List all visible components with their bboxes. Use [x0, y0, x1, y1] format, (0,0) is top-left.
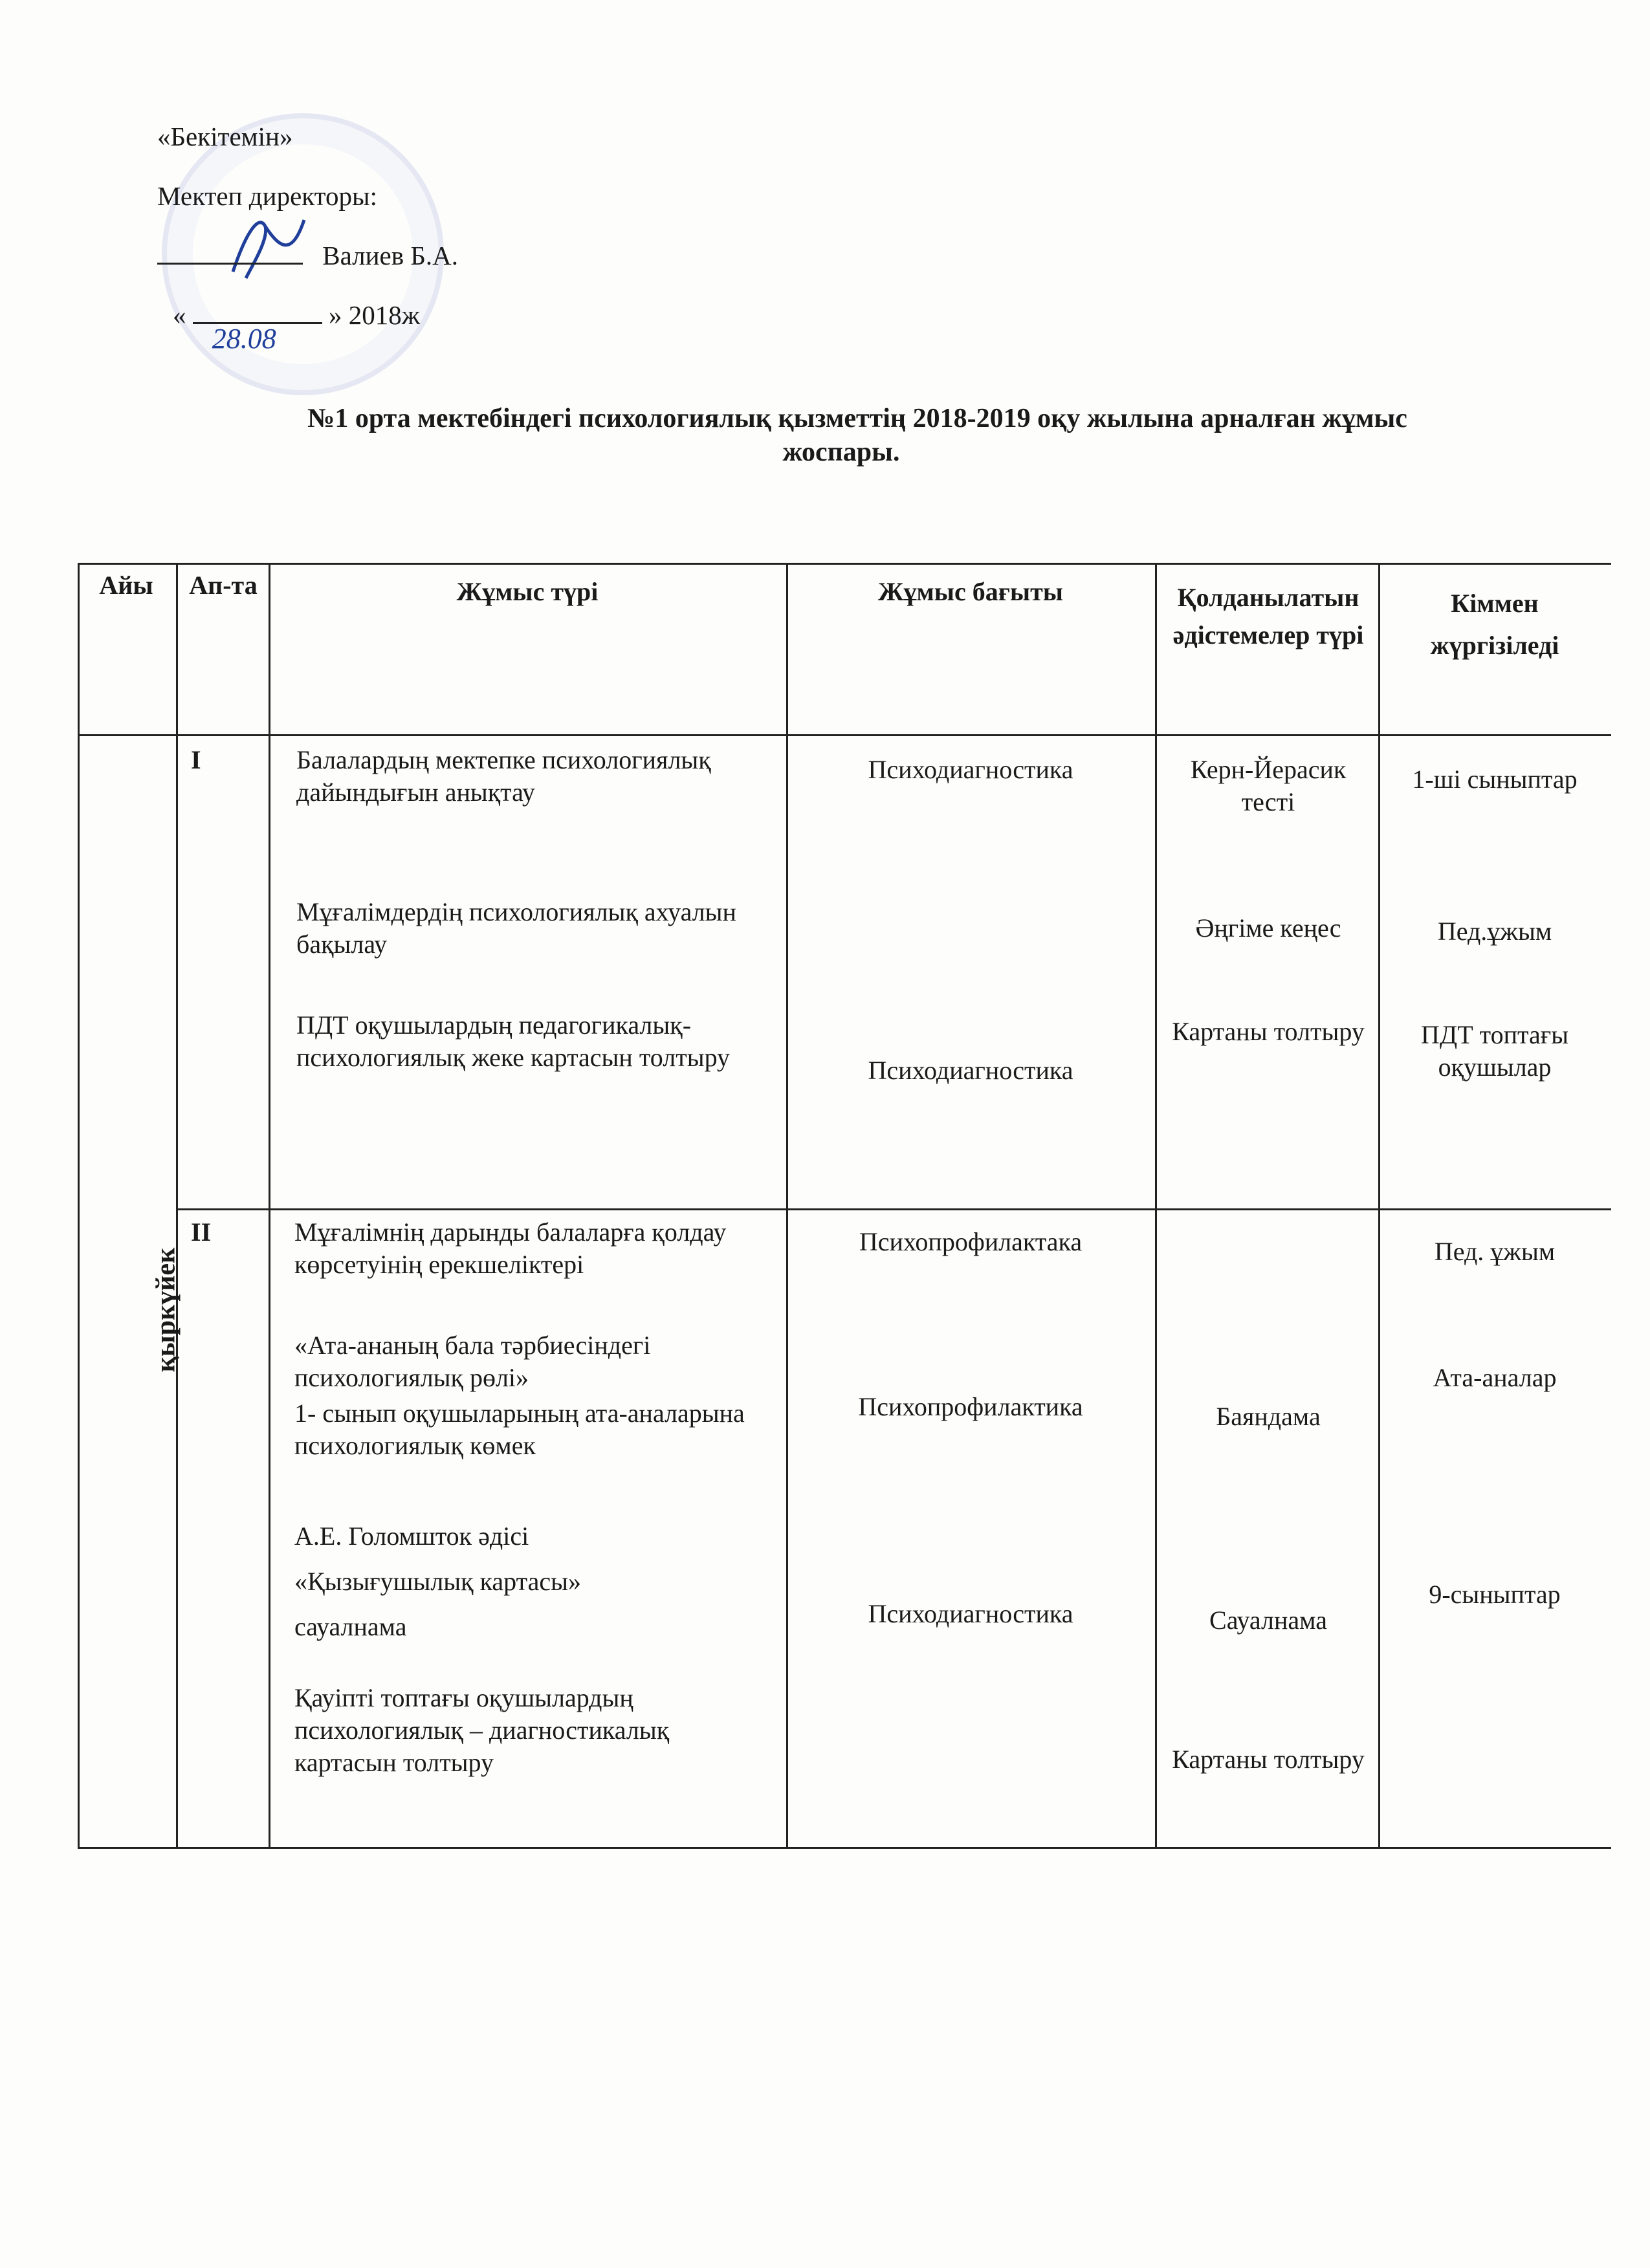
signature-blank: [157, 263, 303, 265]
direction-item: Психодиагностика: [868, 755, 1073, 784]
table-border: [78, 734, 1611, 736]
week-label: II: [191, 1217, 212, 1247]
table-border: [176, 563, 178, 1849]
with-whom-item: Ата-аналар: [1433, 1363, 1557, 1392]
director-name: Валиев Б.А.: [322, 241, 459, 270]
approval-date: [173, 285, 458, 354]
date-close-quote: » 2018ж: [329, 300, 421, 330]
work-item: А.Е. Голомшток әдісі: [294, 1521, 529, 1551]
work-item: Мұғалімнің дарынды балаларға қолдау көрсетуінің ерекшеліктері: [294, 1217, 727, 1279]
header-with-whom: Кіммен жүргізіледі: [1430, 589, 1559, 660]
direction-item: Психопрофилактака: [859, 1227, 1083, 1256]
method-item: Картаны толтыру: [1172, 1745, 1365, 1774]
with-whom-item: Пед. ұжым: [1434, 1237, 1556, 1266]
with-whom-item: 9-сыныптар: [1429, 1580, 1561, 1609]
approval-signature-line: [157, 226, 458, 285]
table-border: [1378, 563, 1380, 1849]
work-item: «Қызығушылық картасы»: [294, 1567, 581, 1596]
header-work-type: Жұмыс түрі: [456, 577, 599, 606]
work-item: «Ата-ананың бала тәрбиесіндегі психологиялық рөлі»: [294, 1331, 651, 1392]
header-week: Ап-та: [189, 571, 258, 600]
week-label: I: [191, 745, 201, 774]
document-title: №1 орта мектебіндегі психологиялық қызметтің 2018-2019 оқу жылына арналған жұмыс: [307, 404, 1407, 433]
method-item: Керн-Йерасик тесті: [1190, 755, 1347, 816]
method-item: Сауалнама: [1209, 1606, 1327, 1635]
header-month: Айы: [99, 571, 153, 600]
approval-heading: «Бекітемін»: [157, 122, 293, 151]
approval-block: [157, 107, 459, 354]
date-blank: [193, 322, 322, 354]
method-item: Баяндама: [1216, 1402, 1321, 1431]
work-item: Қауіпті топтағы оқушылардың психологиялық – диагностикалық картасын толтыру: [294, 1683, 670, 1777]
table-border: [1155, 563, 1157, 1849]
work-item: Балалардың мектепке психологиялық дайындығын анықтау: [296, 745, 711, 807]
direction-item: Психодиагностика: [868, 1599, 1073, 1628]
document-title-line2: жоспары.: [782, 437, 900, 467]
direction-item: Психопрофилактика: [858, 1392, 1083, 1421]
with-whom-item: ПДТ топтағы оқушылар: [1421, 1020, 1568, 1082]
table-border: [78, 563, 1611, 565]
with-whom-item: 1-ші сыныптар: [1412, 765, 1578, 794]
work-item: 1- сынып оқушыларының ата-аналарына психологиялық көмек: [294, 1399, 745, 1460]
month-label: қыркүйек: [151, 1247, 181, 1373]
header-direction: Жұмыс бағыты: [877, 577, 1064, 606]
header-methods: Қолданылатын әдістемелер түрі: [1172, 583, 1364, 649]
work-item: ПДТ оқушылардың педагогикалық-психологиялық жеке картасын толтыру: [296, 1010, 731, 1072]
work-item: Мұғалімдердің психологиялық ахуалын бақылау: [296, 897, 736, 959]
approval-position: Мектеп директоры:: [157, 181, 377, 211]
table-border: [176, 1208, 1611, 1210]
table-border: [78, 1847, 1611, 1849]
table-border: [269, 563, 270, 1849]
with-whom-item: Пед.ұжым: [1437, 917, 1552, 946]
handwritten-date: 28.08: [212, 323, 276, 354]
method-item: Әңгіме кеңес: [1195, 913, 1341, 943]
work-item: сауалнама: [294, 1612, 407, 1641]
direction-item: Психодиагностика: [868, 1056, 1073, 1085]
table-border: [786, 563, 788, 1849]
method-item: Картаны толтыру: [1172, 1017, 1365, 1046]
table-border: [78, 563, 80, 1849]
date-open-quote: «: [173, 300, 186, 330]
